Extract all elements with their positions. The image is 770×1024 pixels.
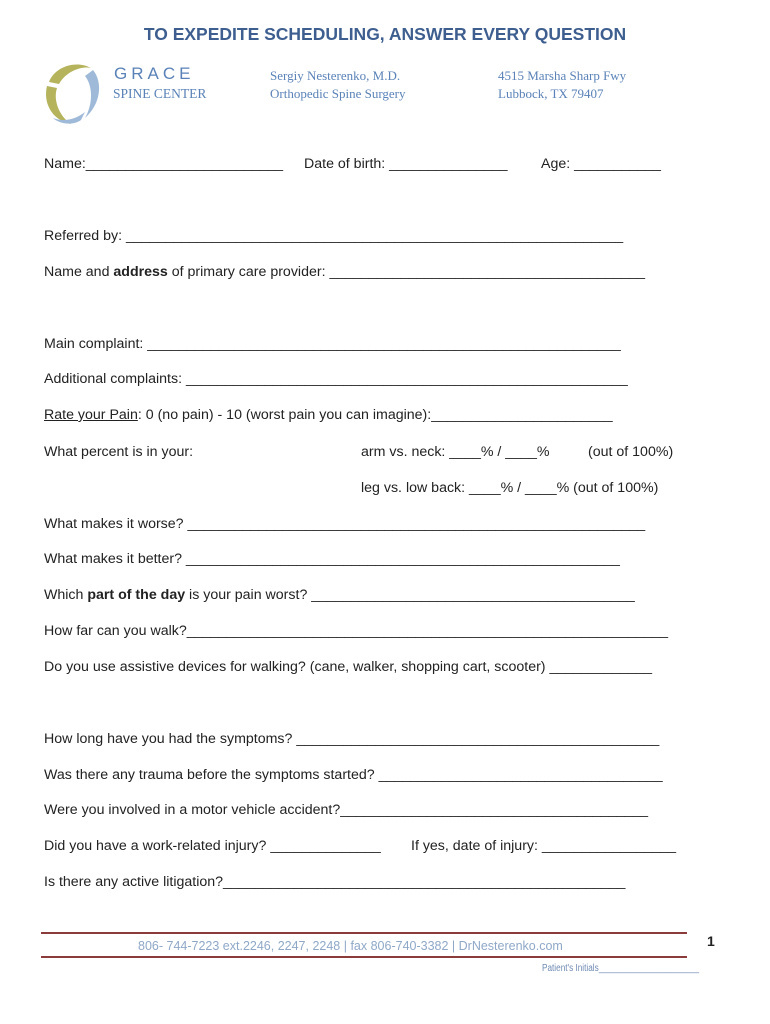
work-injury-field[interactable]: Did you have a work-related injury? ______________ xyxy=(44,838,381,854)
part-day-suffix: is your pain worst? _________________________________________ xyxy=(185,587,635,603)
footer-rule-bottom xyxy=(41,956,687,958)
symptom-duration-field[interactable]: How long have you had the symptoms? ______________________________________________ xyxy=(44,731,660,747)
form-title: TO EXPEDITE SCHEDULING, ANSWER EVERY QUESTION xyxy=(143,24,627,44)
percent-label: What percent is in your: xyxy=(44,444,194,460)
rate-pain-label: Rate your Pain xyxy=(44,407,138,423)
logo-subtitle: SPINE CENTER xyxy=(113,86,207,101)
grace-logo-icon xyxy=(41,60,103,126)
part-day-bold: part of the day xyxy=(87,587,186,603)
worse-field[interactable]: What makes it worse? __________________________________________________________ xyxy=(44,516,646,532)
better-field[interactable]: What makes it better? _______________________________________________________ xyxy=(44,551,620,567)
doctor-specialty: Orthopedic Spine Surgery xyxy=(270,86,406,101)
part-of-day-field[interactable] xyxy=(44,587,635,603)
referred-by-field[interactable]: Referred by: _______________________________________________________________ xyxy=(44,228,624,244)
dob-field[interactable]: Date of birth: _______________ xyxy=(304,156,508,172)
doctor-name: Sergiy Nesterenko, M.D. xyxy=(270,68,401,83)
patient-initials-field[interactable]: Patient's Initials______________________ xyxy=(542,963,700,974)
rate-pain-field[interactable] xyxy=(44,407,613,423)
arm-neck-field[interactable]: arm vs. neck: ____% / ____% xyxy=(361,444,550,460)
pcp-field[interactable] xyxy=(44,264,645,280)
name-field[interactable]: Name:_________________________ xyxy=(44,156,284,172)
litigation-field[interactable]: Is there any active litigation?___________________________________________________ xyxy=(44,874,626,890)
trauma-field[interactable]: Was there any trauma before the symptoms started? ____________________________________ xyxy=(44,767,663,783)
part-day-prefix: Which xyxy=(44,587,88,603)
additional-complaints-field[interactable]: Additional complaints: ________________________________________________________ xyxy=(44,371,628,387)
mva-field[interactable]: Were you involved in a motor vehicle accident?_______________________________________ xyxy=(44,802,648,818)
logo-name: GRACE xyxy=(114,64,195,83)
pcp-bold: address xyxy=(113,264,168,280)
main-complaint-field[interactable]: Main complaint: ____________________________________________________________ xyxy=(44,336,621,352)
walk-distance-field[interactable]: How far can you walk?_____________________________________________________________ xyxy=(44,623,669,639)
page-number: 1 xyxy=(707,933,715,949)
rate-pain-scale: : 0 (no pain) - 10 (worst pain you can imagine):_______________________ xyxy=(137,407,613,423)
footer-contact: 806- 744-7223 ext.2246, 2247, 2248 | fax 806-740-3382 | DrNesterenko.com xyxy=(138,939,563,953)
pcp-suffix: of primary care provider: ________________________________________ xyxy=(167,264,646,280)
injury-date-field[interactable]: If yes, date of injury: _________________ xyxy=(411,838,677,854)
address-line-1: 4515 Marsha Sharp Fwy xyxy=(498,68,627,83)
assistive-devices-field[interactable]: Do you use assistive devices for walking? (cane, walker, shopping cart, scooter) _____________ xyxy=(44,659,653,675)
pcp-prefix: Name and xyxy=(44,264,114,280)
age-field[interactable]: Age: ___________ xyxy=(541,156,661,172)
out-of-100-label: (out of 100%) xyxy=(588,444,674,460)
leg-back-field[interactable]: leg vs. low back: ____% / ____% (out of 100%) xyxy=(361,480,659,496)
footer-rule-top xyxy=(41,932,687,934)
address-line-2: Lubbock, TX 79407 xyxy=(498,86,604,101)
